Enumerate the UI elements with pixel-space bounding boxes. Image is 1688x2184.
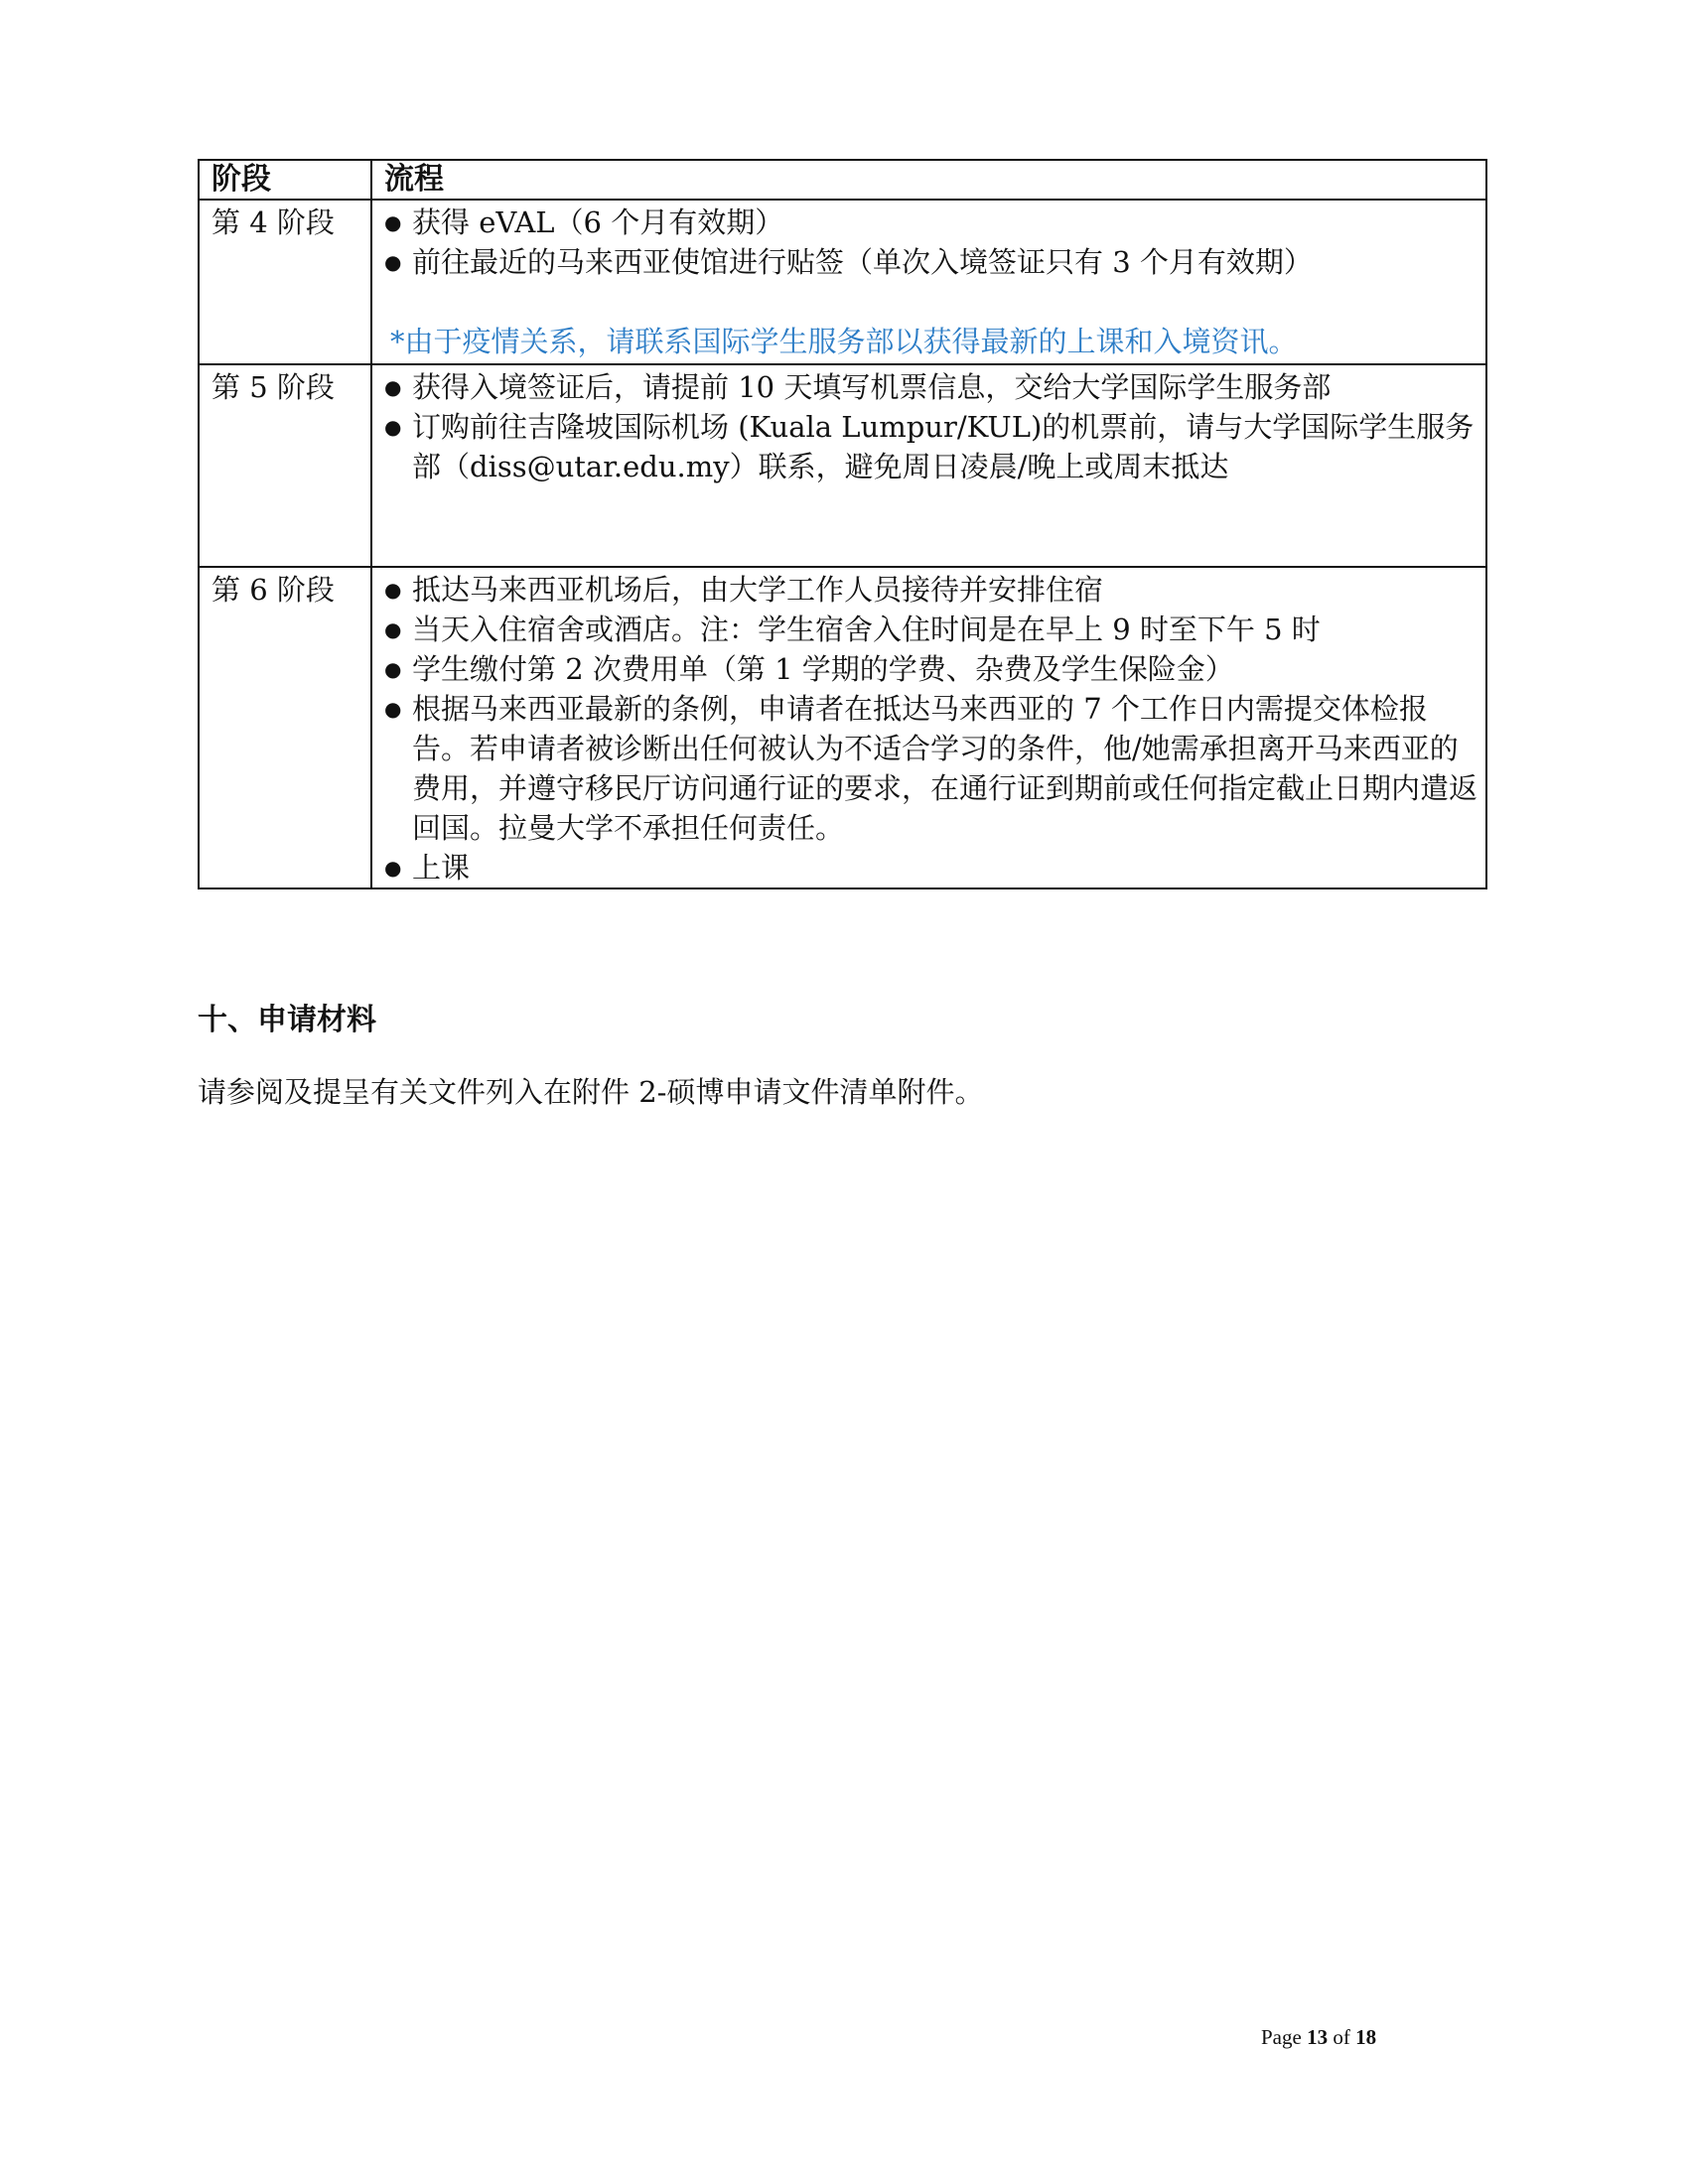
covid-note: *由于疫情关系，请联系国际学生服务部以获得最新的上课和入境资讯。 <box>390 325 1298 358</box>
step-item: ● 抵达马来西亚机场后，由大学工作人员接待并安排住宿 <box>378 570 1479 610</box>
page-current: 13 <box>1307 2025 1329 2049</box>
step-item: ● 获得 eVAL（6 个月有效期） <box>378 203 1479 242</box>
of-word: of <box>1333 2025 1350 2049</box>
step-item: ● 订购前往吉隆坡国际机场 (Kuala Lumpur/KUL)的机票前，请与大学国际学生服务部（diss@utar.edu.my）联系，避免周日凌晨/晚上或周末抵达 <box>378 407 1479 486</box>
table-row <box>199 200 1486 364</box>
section-heading: 十、申请材料 <box>198 1003 376 1037</box>
process-table <box>198 159 1487 889</box>
stage-label: 第 6 阶段 <box>199 567 371 888</box>
step-item: ● 当天入住宿舍或酒店。注：学生宿舍入住时间是在早上 9 时至下午 5 时 <box>378 610 1479 649</box>
table-header-row <box>199 160 1486 200</box>
table-row <box>199 364 1486 567</box>
header-process: 流程 <box>371 160 1486 200</box>
step-item: ● 学生缴付第 2 次费用单（第 1 学期的学费、杂费及学生保险金） <box>378 649 1479 689</box>
step-item: ● 上课 <box>378 848 1479 887</box>
section-body: 请参阅及提呈有关文件列入在附件 2-硕博申请文件清单附件。 <box>198 1075 984 1109</box>
header-stage: 阶段 <box>199 160 371 200</box>
page-total: 18 <box>1355 2025 1377 2049</box>
stage-steps <box>371 567 1486 888</box>
page-word: Page <box>1261 2025 1302 2049</box>
table-row <box>199 567 1486 888</box>
stage-steps <box>371 364 1486 567</box>
step-item: ● 根据马来西亚最新的条例，申请者在抵达马来西亚的 7 个工作日内需提交体检报告。若申请者被诊断出任何被认为不适合学习的条件，他/她需承担离开马来西亚的费用，并遵守移民厅访问通行证的要求，在通行证到期前或任何指定截止日期内遣返回国。拉曼大学不承担任何责任。 <box>378 689 1479 848</box>
step-item: ● 获得入境签证后，请提前 10 天填写机票信息，交给大学国际学生服务部 <box>378 367 1479 407</box>
stage-steps <box>371 200 1486 364</box>
stage-label: 第 4 阶段 <box>199 200 371 364</box>
stage-label: 第 5 阶段 <box>199 364 371 567</box>
page-footer <box>1261 2025 1376 2050</box>
step-item: ● 前往最近的马来西亚使馆进行贴签（单次入境签证只有 3 个月有效期） <box>378 242 1479 282</box>
